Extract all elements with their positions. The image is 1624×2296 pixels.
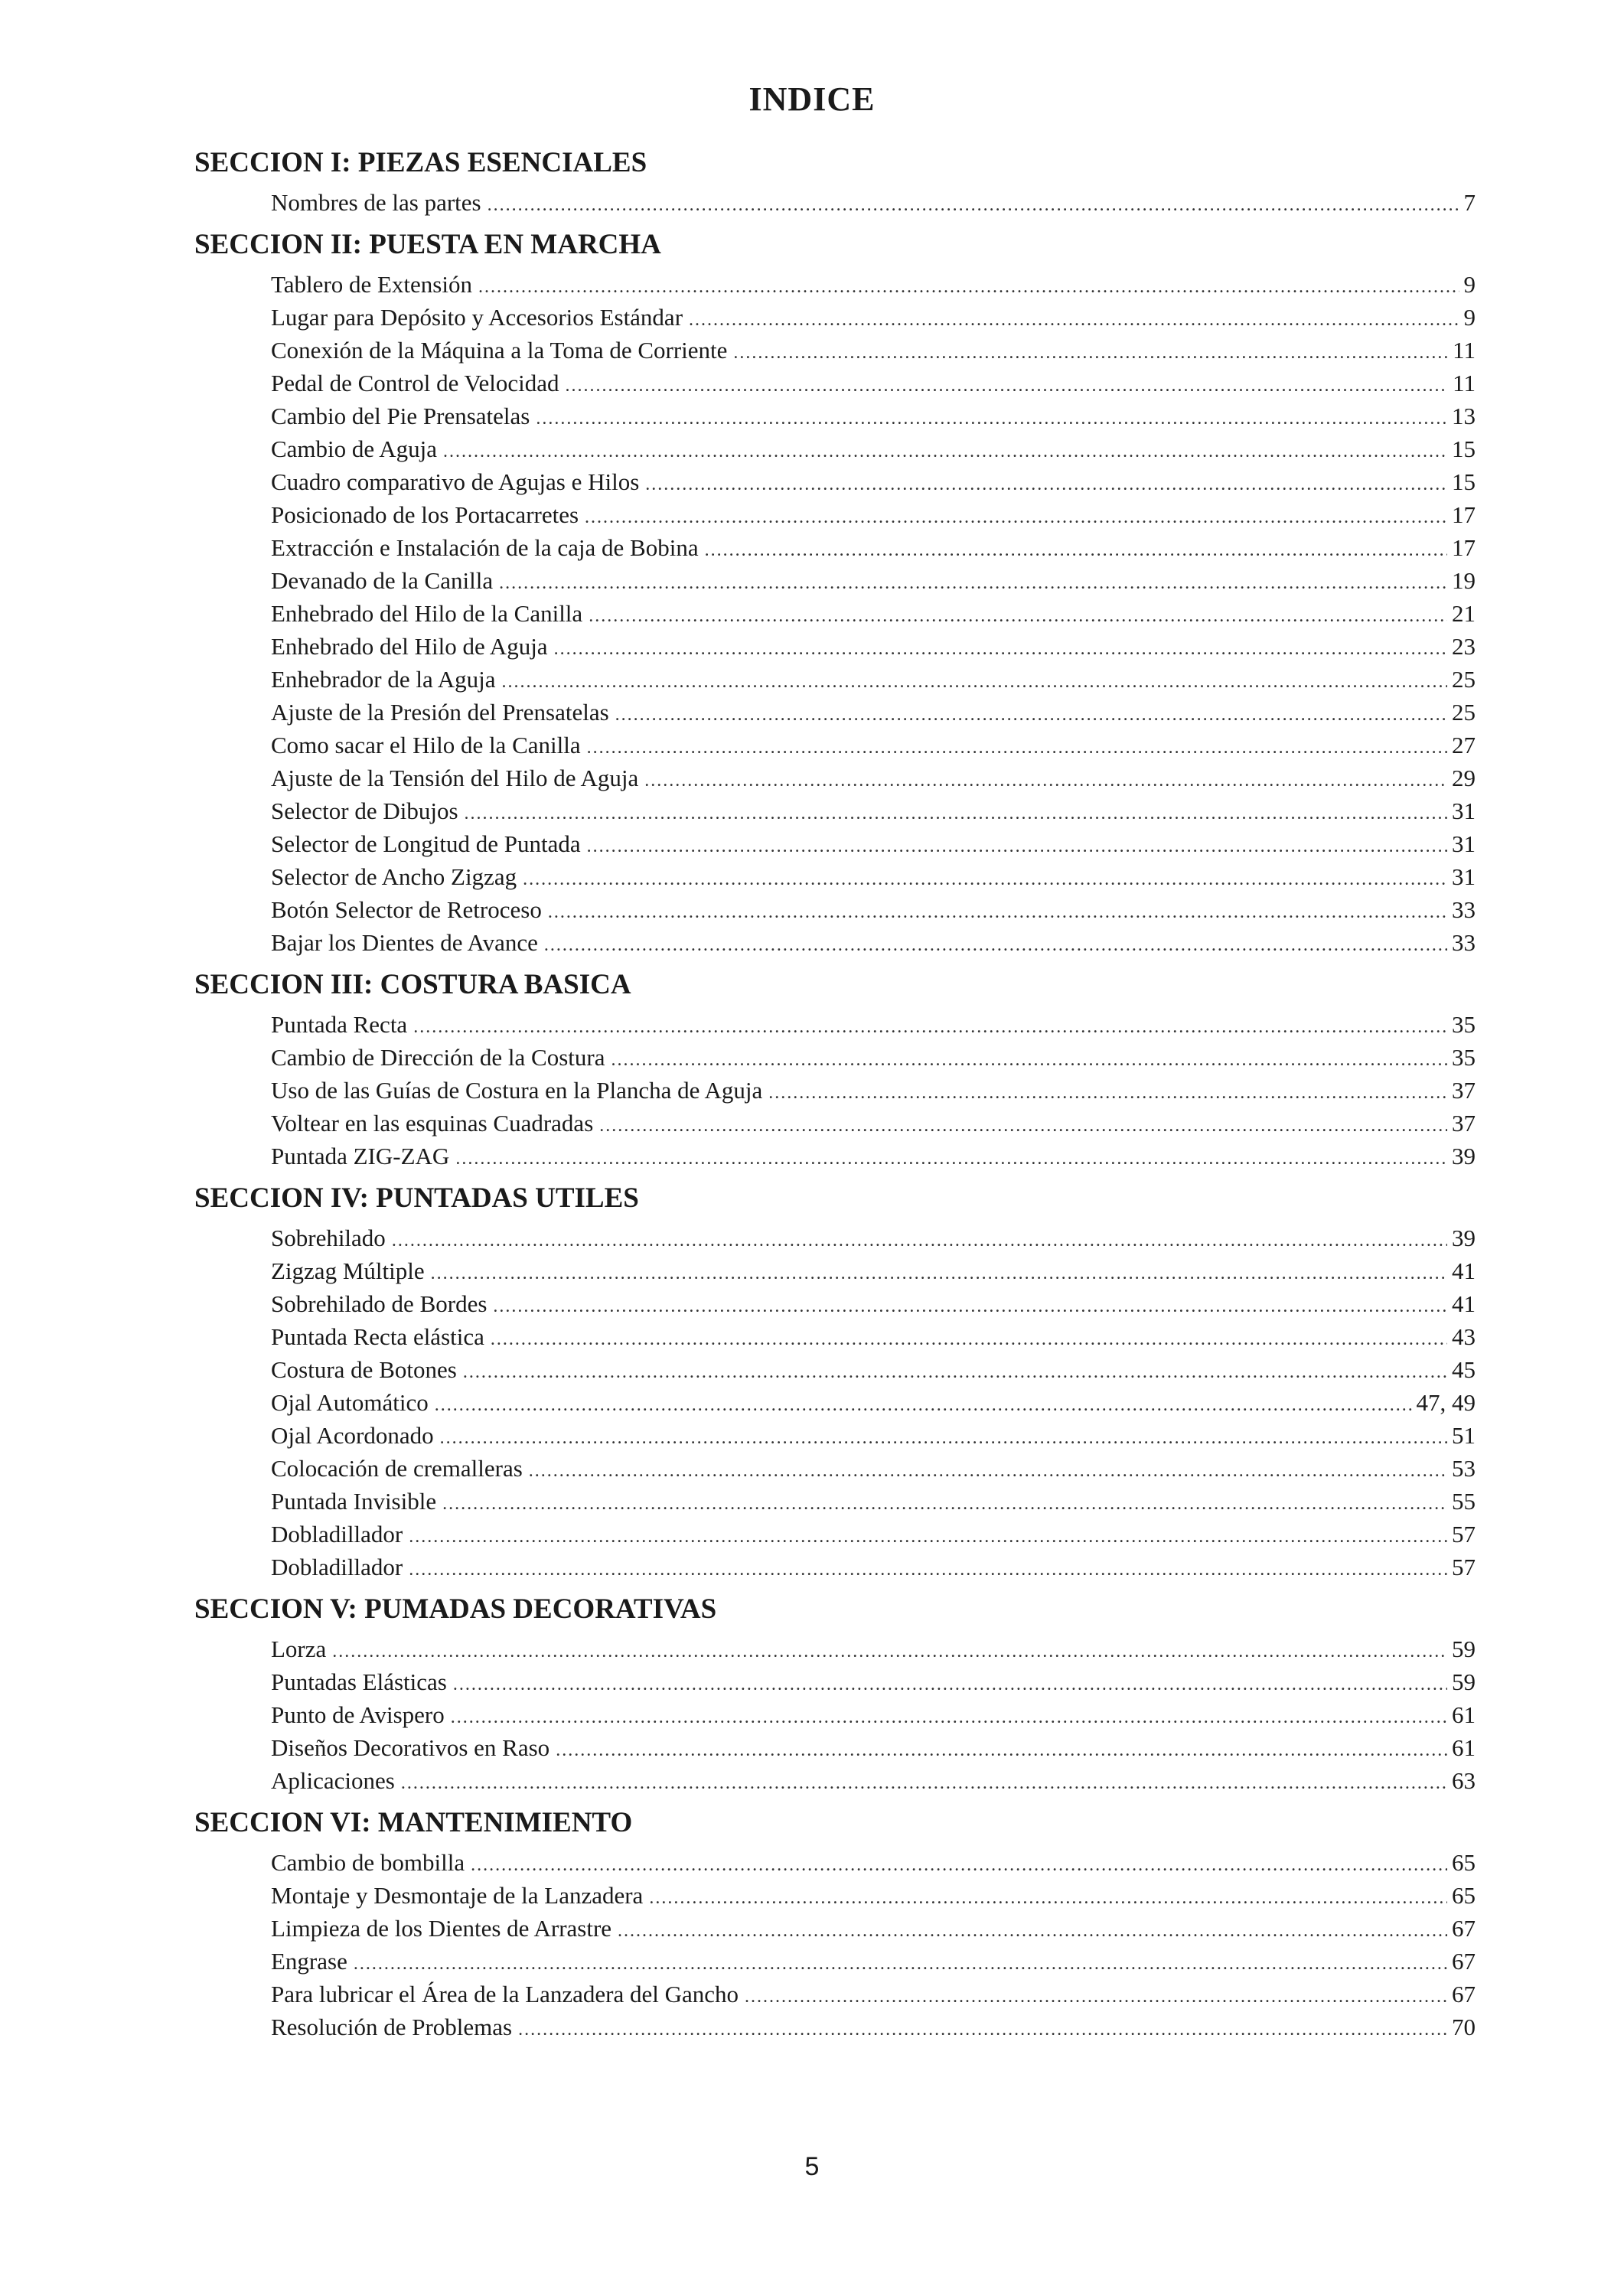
toc-entry xyxy=(271,893,1476,926)
toc-entry-page: 47, 49 xyxy=(1416,1389,1476,1416)
toc-entry-label: Enhebrado del Hilo de Aguja xyxy=(271,633,548,660)
toc-entry-label: Diseños Decorativos en Raso xyxy=(271,1734,550,1761)
toc-entry xyxy=(271,2011,1476,2043)
toc-entry-label: Voltear en las esquinas Cuadradas xyxy=(271,1110,594,1137)
dot-leader xyxy=(566,370,1449,400)
dot-leader xyxy=(618,1915,1447,1945)
toc-entry-label: Puntadas Elásticas xyxy=(271,1668,447,1695)
toc-entry xyxy=(271,729,1476,762)
toc-entry-page: 11 xyxy=(1453,337,1476,364)
dot-leader xyxy=(502,666,1447,696)
toc-entry xyxy=(271,400,1476,432)
toc-entry xyxy=(271,1041,1476,1074)
toc-entry-page: 67 xyxy=(1452,1915,1476,1942)
toc-entry-label: Extracción e Instalación de la caja de Bobina xyxy=(271,534,699,561)
toc-entry-page: 70 xyxy=(1452,2014,1476,2040)
toc-entry xyxy=(271,1320,1476,1353)
toc-entry-label: Cambio de bombilla xyxy=(271,1849,465,1876)
toc-entry xyxy=(271,268,1476,301)
toc-entry-page: 19 xyxy=(1452,567,1476,594)
toc-section xyxy=(194,1592,1476,1797)
dot-leader xyxy=(544,929,1447,959)
toc-entry-page: 43 xyxy=(1452,1323,1476,1350)
toc-entry-page: 59 xyxy=(1452,1636,1476,1662)
dot-leader xyxy=(589,600,1447,630)
toc-entry xyxy=(271,301,1476,334)
dot-leader xyxy=(478,271,1459,301)
dot-leader xyxy=(451,1701,1447,1731)
toc-entry-page: 31 xyxy=(1452,863,1476,890)
toc-entry xyxy=(271,1632,1476,1665)
toc-entry xyxy=(271,1879,1476,1912)
toc-entry-page: 59 xyxy=(1452,1668,1476,1695)
toc-entry xyxy=(271,1419,1476,1452)
toc-entry-page: 53 xyxy=(1452,1455,1476,1482)
dot-leader xyxy=(585,501,1447,531)
dot-leader xyxy=(518,2014,1447,2043)
toc-entry-page: 55 xyxy=(1452,1488,1476,1515)
toc-entry-label: Costura de Botones xyxy=(271,1356,457,1383)
page-number: 5 xyxy=(804,2152,820,2181)
toc-section xyxy=(194,227,1476,959)
toc-entry-label: Tablero de Extensión xyxy=(271,271,472,298)
section-heading: SECCION IV: PUNTADAS UTILES xyxy=(194,1182,639,1214)
toc-entry-page: 17 xyxy=(1452,534,1476,561)
dot-leader xyxy=(587,732,1447,762)
toc-entry-page: 41 xyxy=(1452,1257,1476,1284)
toc-entry-label: Limpieza de los Dientes de Arrastre xyxy=(271,1915,612,1942)
toc-entry xyxy=(271,432,1476,465)
toc-entry-page: 35 xyxy=(1452,1011,1476,1038)
toc-entry-page: 25 xyxy=(1452,666,1476,693)
section-entries xyxy=(271,186,1476,219)
toc-entry xyxy=(271,367,1476,400)
toc-entry-label: Engrase xyxy=(271,1948,347,1975)
toc-entry xyxy=(271,1698,1476,1731)
toc-entry xyxy=(271,1912,1476,1945)
dot-leader xyxy=(768,1077,1447,1107)
toc-entry xyxy=(271,663,1476,696)
toc-entry-label: Lorza xyxy=(271,1636,327,1662)
toc-entry-label: Resolución de Problemas xyxy=(271,2014,513,2040)
toc-entry-label: Devanado de la Canilla xyxy=(271,567,494,594)
dot-leader xyxy=(463,1356,1447,1386)
dot-leader xyxy=(733,337,1448,367)
toc-entry-label: Puntada Invisible xyxy=(271,1488,437,1515)
dot-leader xyxy=(455,1143,1447,1172)
toc-entry xyxy=(271,762,1476,794)
toc-entry xyxy=(271,827,1476,860)
toc-entry-label: Enhebrador de la Aguja xyxy=(271,666,496,693)
dot-leader xyxy=(435,1389,1412,1419)
toc-entry xyxy=(271,1764,1476,1797)
dot-leader xyxy=(440,1422,1447,1452)
dot-leader xyxy=(413,1011,1447,1041)
toc-entry xyxy=(271,1485,1476,1518)
dot-leader xyxy=(499,567,1447,597)
toc-entry xyxy=(271,498,1476,531)
toc-entry-page: 67 xyxy=(1452,1948,1476,1975)
toc-entry-label: Enhebrado del Hilo de la Canilla xyxy=(271,600,583,627)
toc-entry xyxy=(271,1518,1476,1551)
dot-leader xyxy=(354,1948,1447,1978)
toc-entry xyxy=(271,465,1476,498)
dot-leader xyxy=(493,1290,1447,1320)
toc-entry-label: Bajar los Dientes de Avance xyxy=(271,929,538,956)
toc-entry-page: 61 xyxy=(1452,1701,1476,1728)
toc-entry-page: 17 xyxy=(1452,501,1476,528)
toc-section xyxy=(194,1181,1476,1583)
toc-entry-label: Conexión de la Máquina a la Toma de Corriente xyxy=(271,337,728,364)
toc-entry-page: 65 xyxy=(1452,1882,1476,1909)
toc-entry-page: 35 xyxy=(1452,1044,1476,1071)
dot-leader xyxy=(599,1110,1447,1140)
toc-entry-page: 13 xyxy=(1452,403,1476,429)
toc-entry xyxy=(271,1074,1476,1107)
toc-entry-page: 67 xyxy=(1452,1981,1476,2007)
toc-entry-label: Punto de Avispero xyxy=(271,1701,445,1728)
section-entries xyxy=(271,1221,1476,1583)
toc-entry-label: Pedal de Control de Velocidad xyxy=(271,370,559,396)
toc-section xyxy=(194,967,1476,1172)
toc-entry-page: 29 xyxy=(1452,765,1476,791)
dot-leader xyxy=(644,765,1447,794)
toc-entry-label: Puntada ZIG-ZAG xyxy=(271,1143,450,1169)
toc-entry-label: Aplicaciones xyxy=(271,1767,395,1794)
dot-leader xyxy=(401,1767,1447,1797)
toc-entry-label: Ojal Acordonado xyxy=(271,1422,434,1449)
toc-entry-page: 27 xyxy=(1452,732,1476,758)
section-entries xyxy=(271,268,1476,959)
toc-entry-page: 57 xyxy=(1452,1521,1476,1548)
toc-entry-label: Zigzag Múltiple xyxy=(271,1257,425,1284)
section-entries xyxy=(271,1632,1476,1797)
toc-entry-label: Sobrehilado de Bordes xyxy=(271,1290,488,1317)
section-heading: SECCION III: COSTURA BASICA xyxy=(194,969,631,1000)
toc-entry-label: Montaje y Desmontaje de la Lanzadera xyxy=(271,1882,644,1909)
toc-entry xyxy=(271,597,1476,630)
toc-entry-label: Cambio de Aguja xyxy=(271,435,437,462)
toc-entry xyxy=(271,860,1476,893)
toc-entry-label: Botón Selector de Retroceso xyxy=(271,896,542,923)
toc-entry xyxy=(271,794,1476,827)
toc-entry-page: 9 xyxy=(1463,304,1476,331)
toc-entry xyxy=(271,1665,1476,1698)
dot-leader xyxy=(689,304,1459,334)
toc-entry xyxy=(271,531,1476,564)
dot-leader xyxy=(536,403,1447,432)
dot-leader xyxy=(645,468,1447,498)
table-of-contents xyxy=(194,145,1476,2043)
toc-entry xyxy=(271,926,1476,959)
toc-entry-page: 33 xyxy=(1452,896,1476,923)
section-heading: SECCION VI: MANTENIMIENTO xyxy=(194,1807,633,1838)
toc-entry xyxy=(271,1008,1476,1041)
toc-entry-label: Selector de Dibujos xyxy=(271,797,458,824)
toc-entry xyxy=(271,1140,1476,1172)
toc-entry-label: Cambio del Pie Prensatelas xyxy=(271,403,530,429)
toc-entry-label: Dobladillador xyxy=(271,1521,403,1548)
toc-entry-page: 39 xyxy=(1452,1225,1476,1251)
toc-entry-label: Como sacar el Hilo de la Canilla xyxy=(271,732,581,758)
toc-entry-page: 25 xyxy=(1452,699,1476,726)
toc-entry-label: Puntada Recta xyxy=(271,1011,408,1038)
toc-entry-page: 41 xyxy=(1452,1290,1476,1317)
dot-leader xyxy=(587,830,1447,860)
toc-entry-label: Cambio de Dirección de la Costura xyxy=(271,1044,605,1071)
toc-entry-label: Colocación de cremalleras xyxy=(271,1455,523,1482)
toc-entry xyxy=(271,334,1476,367)
toc-entry xyxy=(271,186,1476,219)
dot-leader xyxy=(471,1849,1447,1879)
toc-entry xyxy=(271,1731,1476,1764)
dot-leader xyxy=(529,1455,1447,1485)
toc-entry-page: 45 xyxy=(1452,1356,1476,1383)
dot-leader xyxy=(611,1044,1447,1074)
toc-entry-page: 31 xyxy=(1452,830,1476,857)
toc-entry-page: 39 xyxy=(1452,1143,1476,1169)
toc-entry-label: Sobrehilado xyxy=(271,1225,386,1251)
toc-entry-label: Ojal Automático xyxy=(271,1389,429,1416)
toc-entry xyxy=(271,1551,1476,1583)
toc-entry-label: Cuadro comparativo de Agujas e Hilos xyxy=(271,468,640,495)
dot-leader xyxy=(465,797,1447,827)
toc-entry-page: 11 xyxy=(1453,370,1476,396)
toc-entry-label: Puntada Recta elástica xyxy=(271,1323,484,1350)
toc-entry xyxy=(271,1221,1476,1254)
toc-entry-label: Para lubricar el Área de la Lanzadera del Gancho xyxy=(271,1981,739,2007)
dot-leader xyxy=(332,1636,1447,1665)
toc-entry-page: 9 xyxy=(1463,271,1476,298)
dot-leader xyxy=(705,534,1447,564)
toc-entry-page: 37 xyxy=(1452,1110,1476,1137)
toc-entry xyxy=(271,1254,1476,1287)
toc-entry-page: 7 xyxy=(1463,189,1476,216)
section-heading: SECCION V: PUMADAS DECORATIVAS xyxy=(194,1593,717,1625)
toc-entry-label: Nombres de las partes xyxy=(271,189,481,216)
toc-entry xyxy=(271,1287,1476,1320)
toc-entry-page: 23 xyxy=(1452,633,1476,660)
toc-entry xyxy=(271,564,1476,597)
toc-entry xyxy=(271,1386,1476,1419)
dot-leader xyxy=(554,633,1447,663)
toc-entry-label: Posicionado de los Portacarretes xyxy=(271,501,579,528)
toc-entry xyxy=(271,696,1476,729)
toc-section xyxy=(194,145,1476,219)
toc-entry-page: 15 xyxy=(1452,435,1476,462)
dot-leader xyxy=(491,1323,1447,1353)
toc-entry-label: Ajuste de la Tensión del Hilo de Aguja xyxy=(271,765,639,791)
toc-entry-label: Selector de Ancho Zigzag xyxy=(271,863,517,890)
dot-leader xyxy=(488,189,1459,219)
section-heading: SECCION I: PIEZAS ESENCIALES xyxy=(194,147,647,178)
toc-entry xyxy=(271,1846,1476,1879)
dot-leader xyxy=(615,699,1447,729)
dot-leader xyxy=(649,1882,1447,1912)
dot-leader xyxy=(548,896,1447,926)
toc-entry xyxy=(271,1452,1476,1485)
dot-leader xyxy=(523,863,1447,893)
dot-leader xyxy=(556,1734,1447,1764)
toc-entry-page: 33 xyxy=(1452,929,1476,956)
toc-entry-page: 63 xyxy=(1452,1767,1476,1794)
dot-leader xyxy=(409,1521,1447,1551)
page-title: INDICE xyxy=(748,80,876,118)
dot-leader xyxy=(431,1257,1447,1287)
dot-leader xyxy=(392,1225,1447,1254)
toc-section xyxy=(194,1805,1476,2043)
dot-leader xyxy=(409,1554,1447,1583)
toc-entry xyxy=(271,1945,1476,1978)
toc-entry-page: 15 xyxy=(1452,468,1476,495)
toc-entry xyxy=(271,1107,1476,1140)
toc-entry-label: Ajuste de la Presión del Prensatelas xyxy=(271,699,609,726)
toc-entry xyxy=(271,1353,1476,1386)
section-entries xyxy=(271,1008,1476,1172)
dot-leader xyxy=(453,1668,1447,1698)
toc-entry-label: Uso de las Guías de Costura en la Plancha de Aguja xyxy=(271,1077,763,1104)
section-heading: SECCION II: PUESTA EN MARCHA xyxy=(194,229,661,260)
toc-entry-page: 57 xyxy=(1452,1554,1476,1580)
toc-entry-page: 61 xyxy=(1452,1734,1476,1761)
toc-entry-page: 51 xyxy=(1452,1422,1476,1449)
section-entries xyxy=(271,1846,1476,2043)
toc-entry-label: Lugar para Depósito y Accesorios Estándar xyxy=(271,304,683,331)
toc-entry-page: 37 xyxy=(1452,1077,1476,1104)
toc-entry-page: 31 xyxy=(1452,797,1476,824)
dot-leader xyxy=(442,1488,1447,1518)
toc-entry-page: 21 xyxy=(1452,600,1476,627)
dot-leader xyxy=(443,435,1447,465)
dot-leader xyxy=(745,1981,1447,2011)
toc-entry-label: Dobladillador xyxy=(271,1554,403,1580)
toc-entry-label: Selector de Longitud de Puntada xyxy=(271,830,581,857)
toc-entry xyxy=(271,630,1476,663)
toc-entry xyxy=(271,1978,1476,2011)
toc-entry-page: 65 xyxy=(1452,1849,1476,1876)
